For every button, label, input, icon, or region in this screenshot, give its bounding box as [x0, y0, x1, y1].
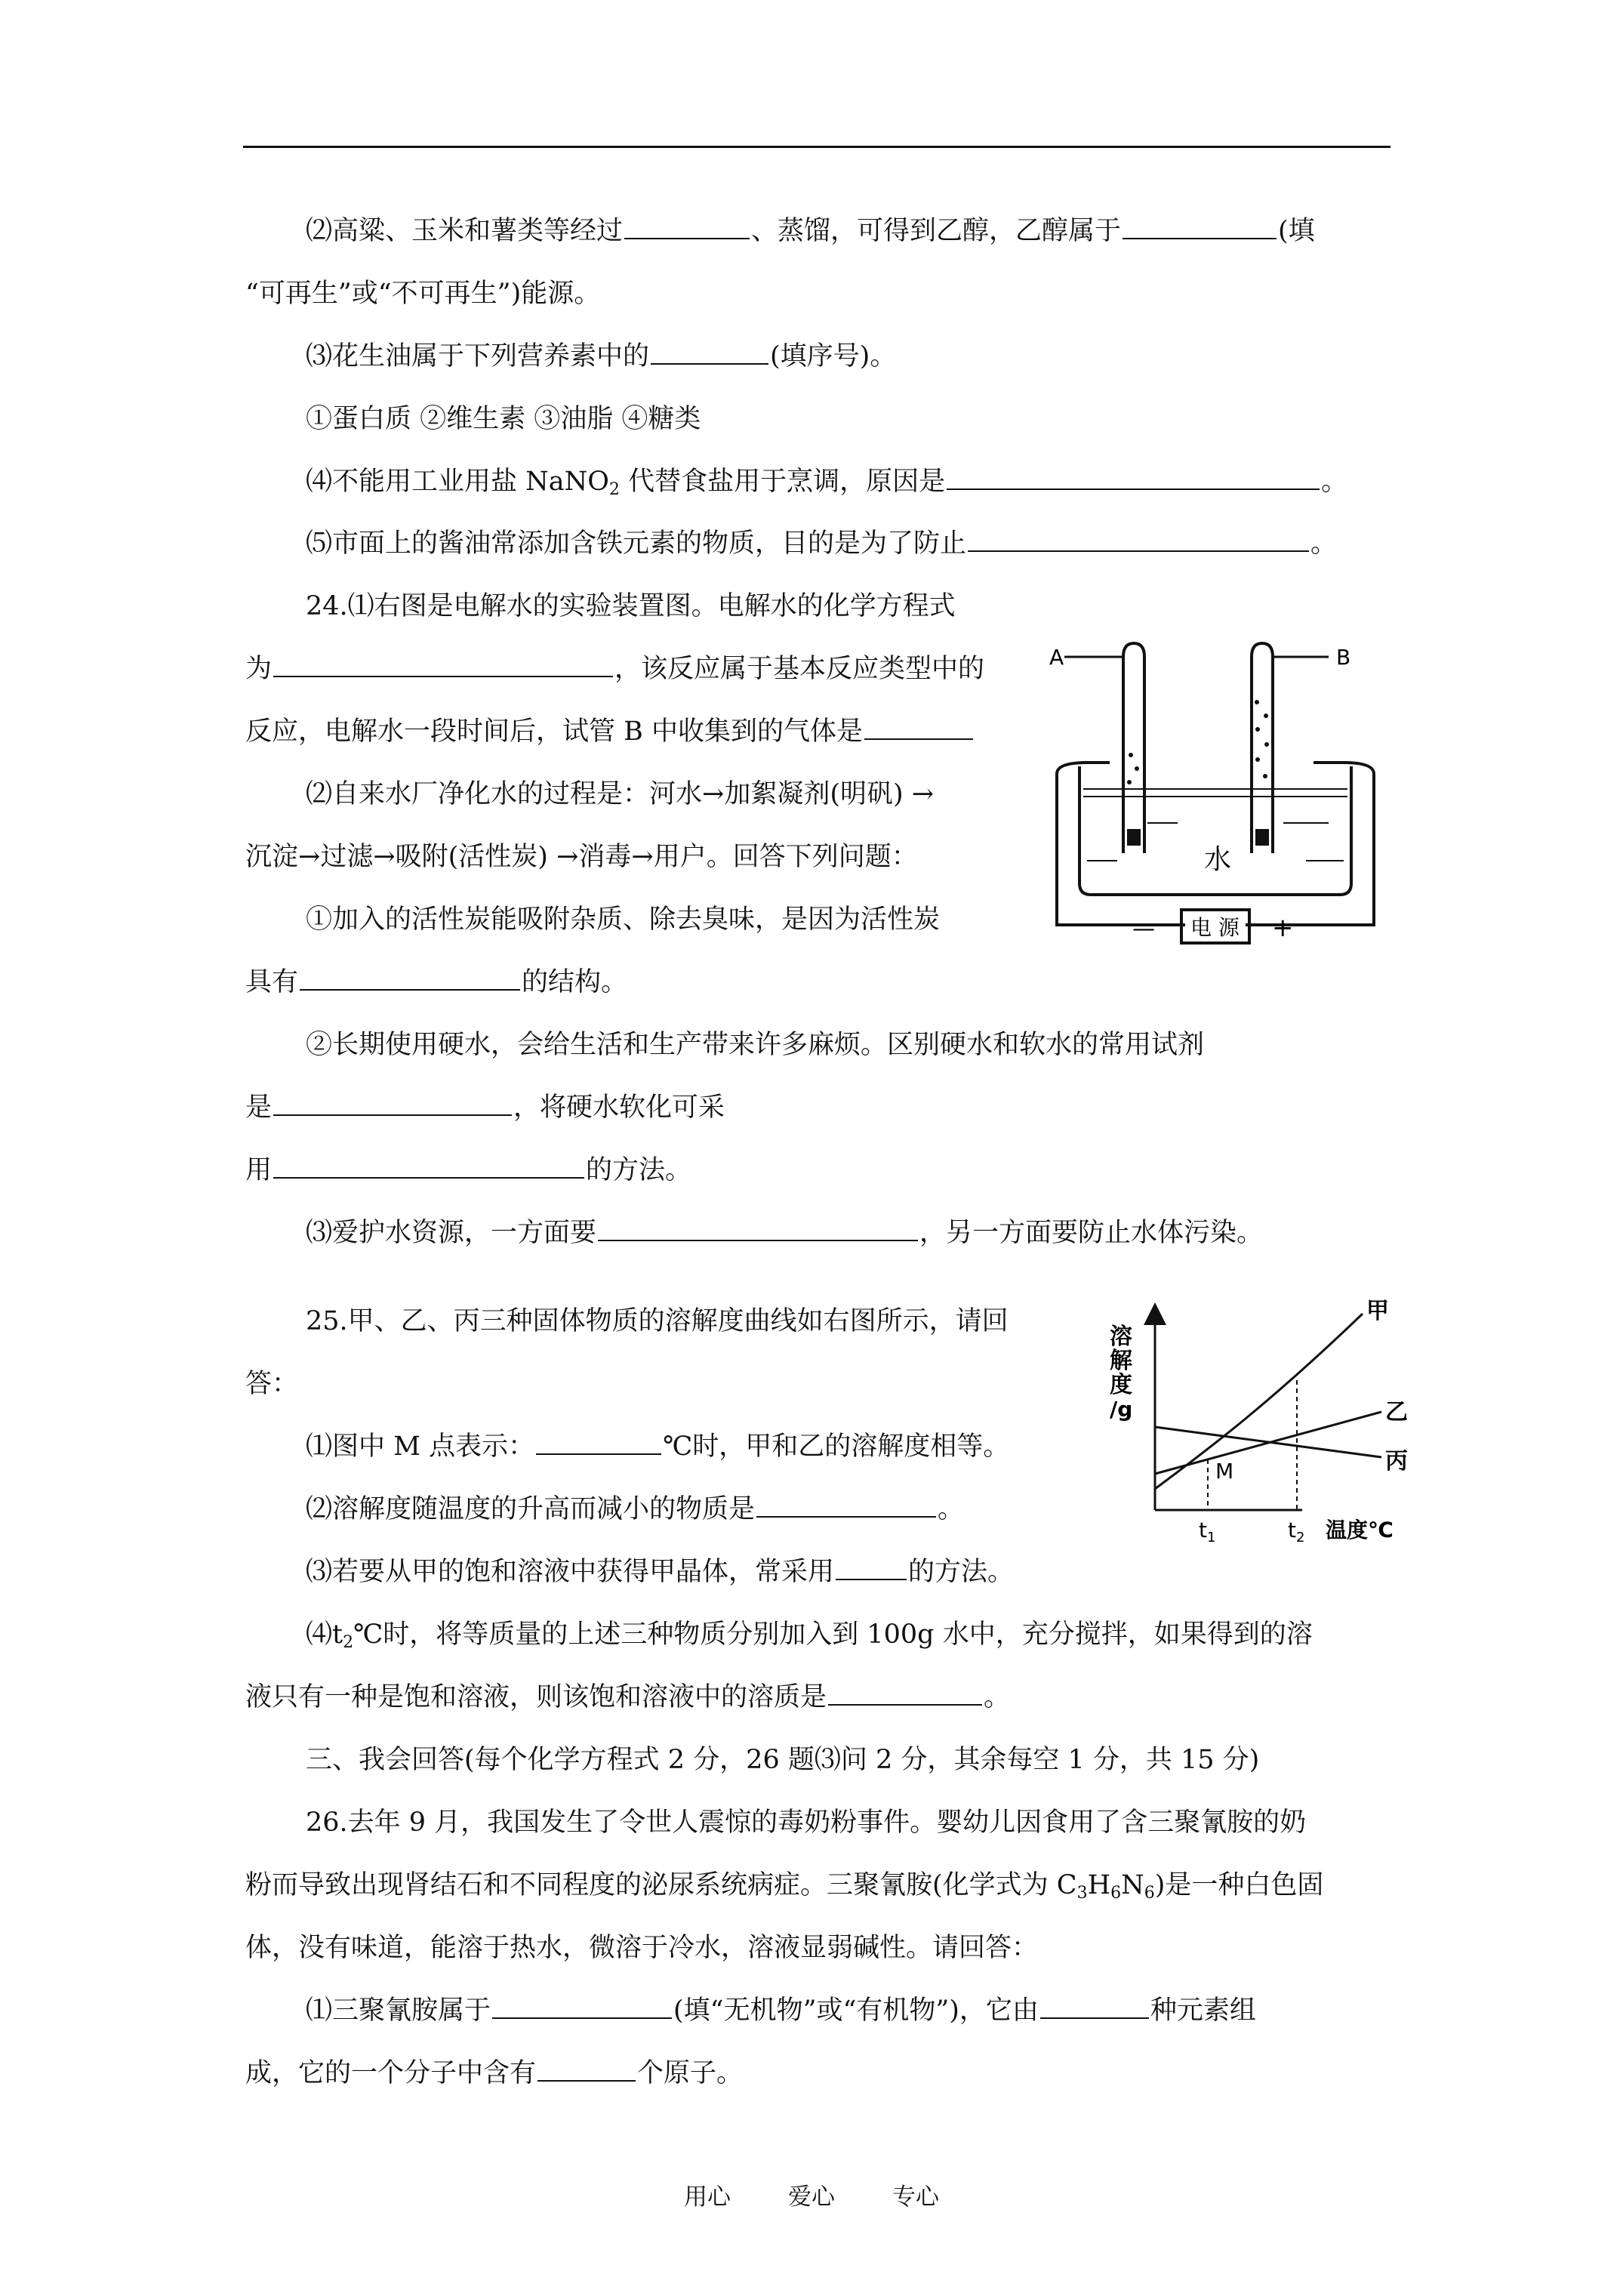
q24-line1: 24.⑴右图是电解水的实验装置图。电解水的化学方程式	[306, 591, 956, 621]
page-footer	[0, 2177, 1623, 2211]
q25-part4: $⑷t_2℃$时，将等质量的上述三种物质分别加入到 100g 水中，充分搅拌，如果得到的溶	[306, 1620, 1313, 1652]
electrode-b	[1255, 829, 1269, 846]
y-label-char: 解	[1110, 1348, 1132, 1374]
q26-line1: 26.去年 9 月，我国发生了令世人震惊的毒奶粉事件。婴幼儿因食用了含三聚氰胺的奶	[306, 1808, 1307, 1838]
series-label-jia: 甲	[1366, 1299, 1389, 1324]
answer-blank[interactable]	[968, 528, 1309, 552]
answer-blank[interactable]	[947, 466, 1320, 490]
footer-text: 爱心	[788, 2184, 835, 2211]
header-rule	[243, 146, 1390, 148]
curve-bing	[1155, 1427, 1381, 1457]
water-label: 水	[1204, 844, 1232, 875]
positive-terminal: +	[1272, 913, 1294, 943]
q26-part1-cont: 成，它的一个分子中含有 个原子。	[245, 2058, 744, 2088]
negative-terminal: —	[1132, 916, 1155, 942]
answer-blank[interactable]	[864, 716, 973, 740]
curve-jia	[1155, 1314, 1363, 1489]
answer-blank[interactable]	[598, 1217, 918, 1241]
q24-line11: ⑶爱护水资源，一方面要 ，另一方面要防止水体污染。	[306, 1218, 1264, 1248]
electrode-a	[1127, 829, 1141, 846]
test-tube-a	[1123, 643, 1144, 853]
answer-blank[interactable]	[756, 1493, 936, 1518]
q26-line3: 体，没有味道，能溶于热水，微溶于冷水，溶液显弱碱性。请回答：	[245, 1933, 1039, 1963]
series-label-bing: 丙	[1385, 1448, 1408, 1475]
q24-line4: ⑵自来水厂净化水的过程是：河水→加絮凝剂(明矾) →	[306, 779, 935, 809]
tube-label-a: A	[1049, 645, 1064, 670]
q23-part3: ⑶花生油属于下列营养素中的 (填序号)。	[306, 341, 897, 371]
tick-t2: $t_2$	[1288, 1518, 1305, 1546]
solubility-curve-figure	[1110, 1299, 1412, 1548]
q24-line8: ②长期使用硬水，会给生活和生产带来许多麻烦。区别硬水和软水的常用试剂	[306, 1030, 1205, 1060]
answer-blank[interactable]	[624, 215, 750, 239]
answer-blank[interactable]	[1040, 1995, 1149, 2019]
water-trough	[1079, 766, 1351, 895]
x-axis-label: 温度℃	[1326, 1518, 1394, 1542]
y-label-char: 溶	[1110, 1324, 1132, 1350]
answer-blank[interactable]	[1123, 215, 1277, 239]
answer-blank[interactable]	[273, 1092, 512, 1116]
answer-blank[interactable]	[300, 966, 520, 991]
y-label-char: /g	[1110, 1397, 1133, 1422]
q25-line2: 答：	[245, 1369, 299, 1399]
y-label-char: 度	[1110, 1372, 1132, 1398]
q24-line7: 具有 的结构。	[245, 967, 628, 997]
q26-part1: ⑴三聚氰胺属于 (填“无机物”或“有机物”)，它由 种元素组	[306, 1996, 1256, 2026]
footer-text: 用心	[684, 2184, 731, 2211]
tick-t1: $t_1$	[1199, 1518, 1216, 1546]
answer-blank[interactable]	[828, 1681, 982, 1706]
electrolysis-apparatus-figure	[1042, 634, 1389, 966]
answer-blank[interactable]	[836, 1556, 907, 1580]
test-tube-b	[1252, 643, 1273, 853]
q24-line9: 是 ，将硬水软化可采	[245, 1093, 725, 1123]
series-label-yi: 乙	[1385, 1399, 1408, 1425]
q26-line2: 粉而导致出现肾结石和不同程度的泌尿系统病症。三聚氰胺(化学式为 $C_3H_6N_6$)是一种白色固	[245, 1870, 1324, 1903]
q24-line2: 为 ，该反应属于基本反应类型中的	[245, 654, 985, 684]
answer-blank[interactable]	[651, 341, 768, 365]
power-label: 电 源	[1190, 915, 1240, 940]
q23-part5: ⑸市面上的酱油常添加含铁元素的物质，目的是为了防止 。	[306, 529, 1338, 559]
q25-part1: ⑴图中 M 点表示： ℃时，甲和乙的溶解度相等。	[306, 1432, 1010, 1462]
q24-line10: 用 的方法。	[245, 1155, 692, 1185]
tube-label-b: B	[1336, 645, 1351, 670]
answer-blank[interactable]	[273, 653, 613, 677]
q25-part4-cont: 液只有一种是饱和溶液，则该饱和溶液中的溶质是 。	[245, 1682, 1011, 1712]
footer-text: 专心	[892, 2184, 939, 2211]
q24-line5: 沉淀→过滤→吸附(活性炭) →消毒→用户。回答下列问题：	[245, 842, 918, 872]
q25-line1: 25.甲、乙、丙三种固体物质的溶解度曲线如右图所示，请回	[306, 1306, 1009, 1336]
q23-part4: ⑷不能用工业用盐 NaNO$_2$ 代替食盐用于烹调，原因是 。	[306, 467, 1348, 499]
q24-line3: 反应，电解水一段时间后，试管 B 中收集到的气体是	[245, 714, 975, 749]
answer-blank[interactable]	[273, 1154, 584, 1179]
answer-blank[interactable]	[536, 1431, 661, 1455]
q23-part2-cont: “可再生”或“不可再生”)能源。	[245, 279, 601, 309]
answer-blank[interactable]	[492, 1995, 672, 2019]
q25-part2: ⑵溶解度随温度的升高而减小的物质是 。	[306, 1494, 965, 1524]
q24-line6: ①加入的活性炭能吸附杂质、除去臭味，是因为活性炭	[306, 905, 941, 935]
answer-blank[interactable]	[537, 2057, 636, 2082]
q23-options: ①蛋白质 ②维生素 ③油脂 ④糖类	[306, 404, 701, 434]
point-m-label: M	[1215, 1459, 1234, 1484]
q25-part3: ⑶若要从甲的饱和溶液中获得甲晶体，常采用 的方法。	[306, 1557, 1015, 1587]
section-3-heading: 三、我会回答(每个化学方程式 2 分，26 题⑶问 2 分，其余每空 1 分，共 15 分)	[306, 1745, 1260, 1775]
q23-part2: ⑵高粱、玉米和薯类等经过 、蒸馏，可得到乙醇，乙醇属于 (填	[306, 216, 1315, 246]
